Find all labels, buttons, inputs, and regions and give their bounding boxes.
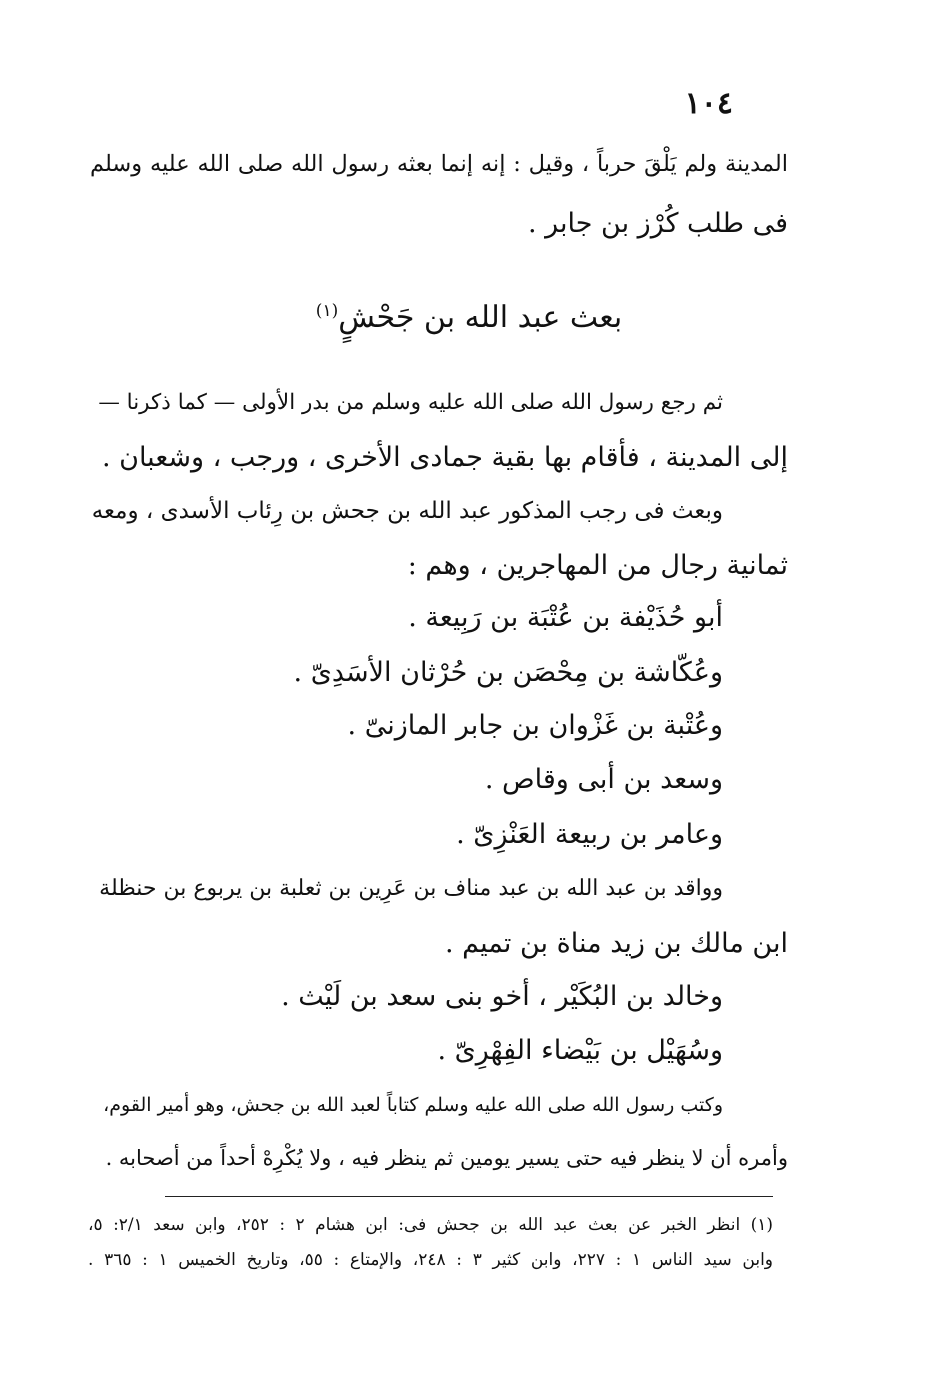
heading-title: بعث عبد الله بن جَحْشٍ xyxy=(338,300,623,335)
body-line: وبعث فى رجب المذكور عبد الله بن جحش بن رِئاب الأسدى ، ومعه xyxy=(91,498,723,524)
list-item: وعامر بن ربيعة العَنْزِىّ . xyxy=(456,819,723,850)
intro-line: المدينة ولم يَلْقَ حرباً ، وقيل : إنه إنما بعثه رسول الله صلى الله عليه وسلم xyxy=(90,151,788,177)
body-line: ثم رجع رسول الله صلى الله عليه وسلم من بدر الأولى — كما ذكرنا — xyxy=(98,390,723,415)
body-line: وكتب رسول الله صلى الله عليه وسلم كتاباً لعبد الله بن جحش، وهو أمير القوم، xyxy=(103,1094,723,1116)
list-item: وواقد بن عبد الله بن عبد مناف بن عَرِين بن ثعلبة بن يربوع بن حنظلة xyxy=(99,876,723,901)
body-line: ثمانية رجال من المهاجرين ، وهم : xyxy=(407,550,788,581)
list-item: أبو حُذَيْفة بن عُتْبَة بن رَبِيعة . xyxy=(408,602,723,633)
footnote-line: وابن سيد الناس ١ : ٢٢٧، وابن كثير ٣ : ٢٤٨، والإمتاع : ٥٥، وتاريخ الخميس ١ : ٣٦٥ . xyxy=(88,1250,773,1270)
footnote-separator xyxy=(165,1196,773,1197)
list-item: وسُهَيْل بن بَيْضاء الفِهْرِىّ . xyxy=(437,1035,723,1066)
body-line: إلى المدينة ، فأقام بها بقية جمادى الأخرى ، ورجب ، وشعبان . xyxy=(101,442,788,473)
footnote-reference: (١) xyxy=(315,301,339,321)
body-line: وأمره أن لا ينظر فيه حتى يسير يومين ثم ينظر فيه ، ولا يُكْرِهْ أحداً من أصحابه . xyxy=(105,1146,788,1170)
section-heading xyxy=(0,300,938,335)
page-number: ١٠٤ xyxy=(684,86,733,121)
list-item: وسعد بن أبى وقاص . xyxy=(484,764,723,795)
intro-line: فى طلب كُرْز بن جابر . xyxy=(527,208,788,239)
list-item: وعُكّاشة بن مِحْصَن بن حُرْثان الأسَدِىّ . xyxy=(293,657,723,688)
list-item: وعُتْبة بن غَزْوان بن جابر المازنىّ . xyxy=(347,710,723,741)
body-line: ابن مالك بن زيد مناة بن تميم . xyxy=(445,928,788,959)
list-item: وخالد بن البُكَيْر ، أخو بنى سعد بن لَيْث . xyxy=(281,981,723,1012)
footnote-line: (١) انظر الخبر عن بعث عبد الله بن جحش فى: ابن هشام ٢ : ٢٥٢، وابن سعد ٢/١: ٥، xyxy=(88,1215,774,1235)
